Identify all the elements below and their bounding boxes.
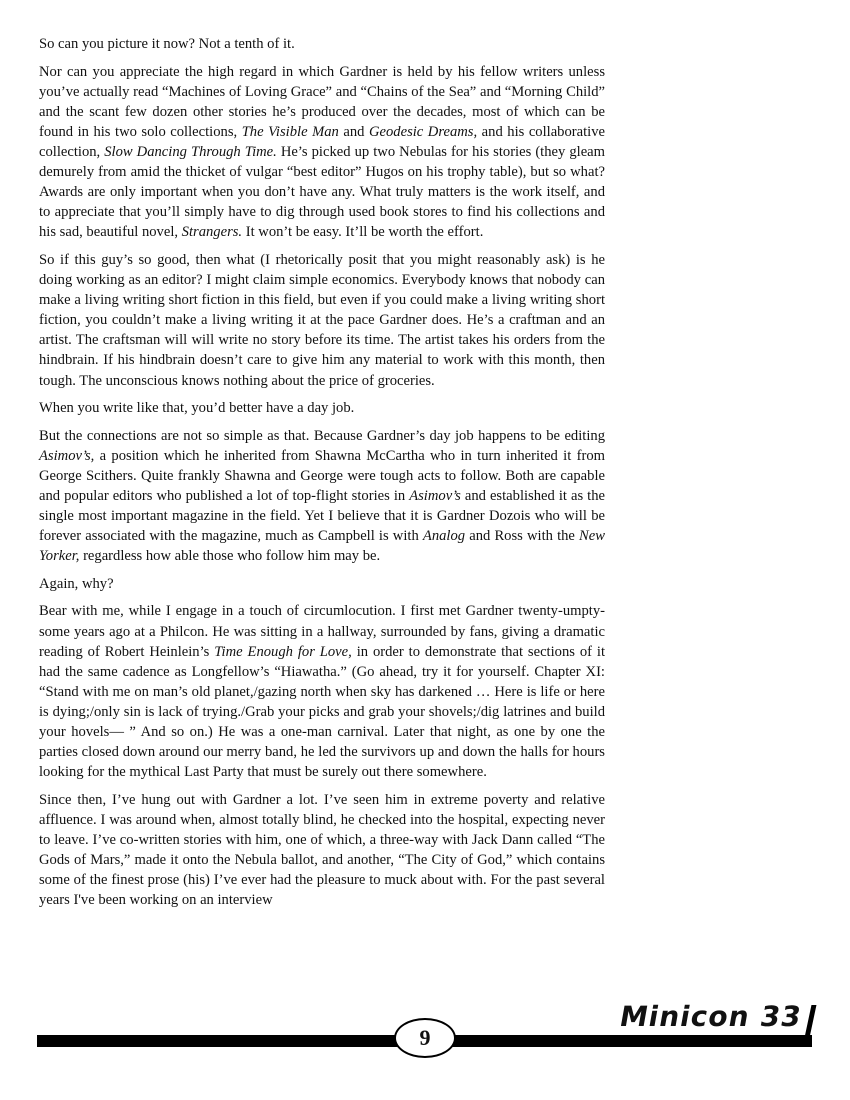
paragraph	[39, 398, 605, 418]
text-run: So can you picture it now? Not a tenth of it.	[39, 36, 295, 52]
page-number: 9	[394, 1018, 456, 1058]
text-run: in order to demonstrate that sections of it had the same cadence as Longfellow’s “Hiawatha.” (Go ahead, try it for yourself. Chapter XI: “Stand with me on man’s old planet,/gazing north when sky has darkened … Here is life or here is dying;/only sin is lack of trying./Grab your picks and grab your shovels;/dig latrines and build your hovels— ” And so on.) He was a one-man carnival. Later that night, as one by one the parties closed down around our merry band, he led the survivors up and down the halls for hours looking for the mythical Last Party that must be surely out there somewhere.	[39, 643, 606, 781]
paragraph	[39, 426, 605, 567]
italic-title: Strangers.	[181, 224, 243, 241]
italic-title: Time Enough for Love,	[214, 643, 352, 660]
text-run: regardless how able those who follow him may be.	[79, 548, 381, 565]
text-run: and his collaborative collection,	[39, 123, 606, 160]
text-run: and Ross with the	[465, 528, 580, 545]
paragraph	[39, 62, 605, 243]
text-run: and	[338, 123, 369, 140]
text-run: Nor can you appreciate the high regard in which Gardner is held by his fellow writers unless you’ve actually read “Machines of Loving Grace” and “Chains of the Sea” and “Morning Child” and the scant few dozen other stories he’s produced over the decades, most of which can be found in his two solo collections,	[39, 63, 605, 140]
paragraph	[39, 574, 605, 594]
text-run: Since then, I’ve hung out with Gardner a lot. I’ve seen him in extreme poverty and relative affluence. I was around when, almost totally blind, he checked into the hospital, expecting never to leave. I’ve co-written stories with him, one of which, a three-way with Jack Dann called “The Gods of Mars,” made it onto the Nebula ballot, and another, “The City of God,” which contains some of the finest prose (his) I’ve ever had the pleasure to muck about with. For the past several years I've been working on an interview	[39, 791, 605, 909]
text-run: a position which he inherited from Shawna McCartha who in turn inherited it from George Scithers. Quite frankly Shawna and George were tough acts to follow. Both are capable and popular editors who published a lot of top-flight stories in	[39, 447, 605, 504]
paragraph	[39, 34, 605, 54]
text-run: Again, why?	[39, 575, 114, 592]
text-run: and established it as the single most important magazine in the field. Yet I believe that it is Gardner Dozois who will be forever associated with the magazine, much as Campbell is with	[39, 487, 605, 545]
italic-title: Geodesic Dreams,	[368, 123, 478, 140]
paragraph	[39, 601, 605, 782]
text-run: He’s picked up two Nebulas for his stories (they gleam demurely from amid the thicket of vulgar “best editor” Hugos on his trophy table), but so what? Awards are only important when you don’t have any. What truly matters is the work itself, and to appreciate that you’ll simply have to dig through used book stores to find his collections and his sad, beautiful novel,	[39, 143, 606, 241]
text-run: Bear with me, while I engage in a touch of circumlocution. I first met Gardner twenty-umpty-some years ago at a Philcon. He was sitting in a hallway, surrounded by fans, giving a dramatic reading of Robert Heinlein’s	[39, 603, 605, 660]
paragraph	[39, 790, 605, 911]
italic-title: Analog	[422, 528, 466, 545]
italic-title: The Visible Man	[241, 123, 339, 140]
article-body	[39, 34, 605, 918]
text-run: When you write like that, you’d better have a day job.	[39, 400, 355, 417]
text-run: It won’t be easy. It’ll be worth the effort.	[242, 224, 484, 241]
italic-title: New Yorker,	[39, 528, 605, 565]
italic-title: Asimov’s,	[39, 447, 95, 464]
italic-title: Asimov’s	[409, 487, 461, 504]
text-run: But the connections are not so simple as that. Because Gardner’s day job happens to be editing	[39, 427, 605, 444]
text-run: So if this guy’s so good, then what (I rhetorically posit that you might reasonably ask) is he doing working as an editor? I might claim simple economics. Everybody knows that nobody can make a living writing short fiction in this field, but even if you could make a living writing short fiction, you couldn’t make a living writing it at the pace Gardner does. He’s a craftman and an artist. The craftsman will will write no story before its time. The artist takes his orders from the hindbrain. If his hindbrain doesn’t care to give him any material to work with this month, then tough. The unconscious knows nothing about the price of groceries.	[39, 251, 605, 389]
minicon-logo: Minicon 33	[617, 1000, 805, 1033]
paragraph	[39, 250, 605, 391]
italic-title: Slow Dancing Through Time.	[104, 143, 277, 160]
